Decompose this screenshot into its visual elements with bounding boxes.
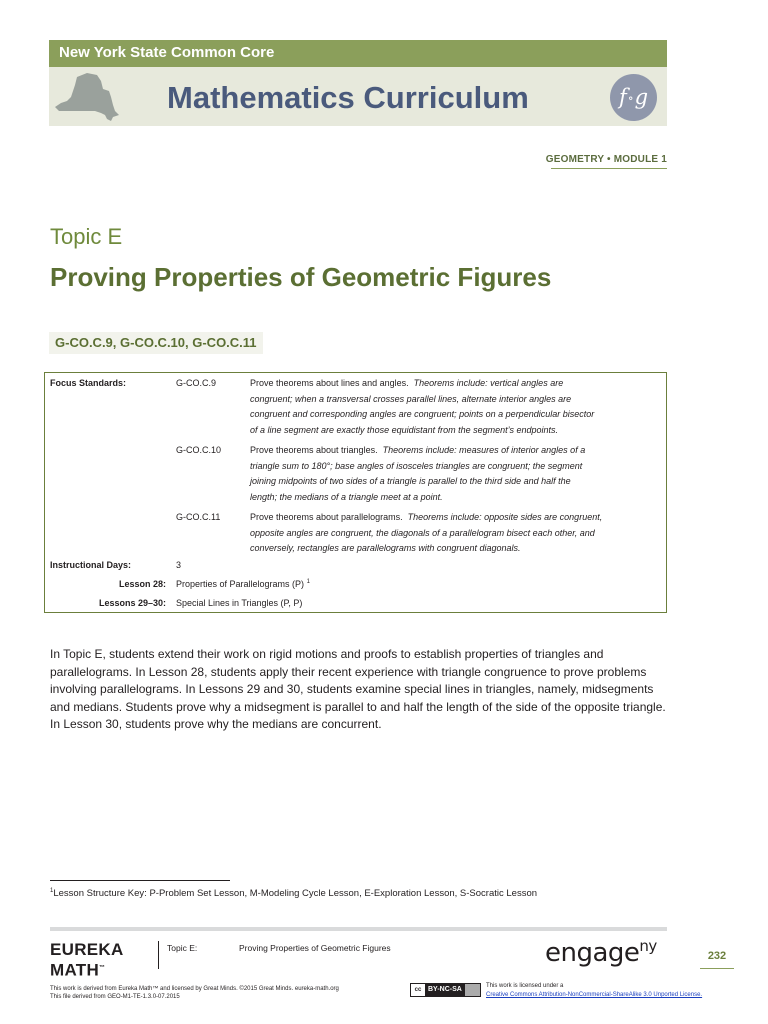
logo-f: f xyxy=(618,85,627,109)
standard-lead: Prove theorems about parallelograms. xyxy=(250,512,403,522)
standard-lead: Prove theorems about triangles. xyxy=(250,445,378,455)
standard-lead: Prove theorems about lines and angles. xyxy=(250,378,409,388)
standard-theorems-intro: Theorems include: measures of interior angles of a xyxy=(382,445,586,455)
engageny-logo-word: engage xyxy=(545,938,640,968)
engageny-logo-ny: ny xyxy=(639,937,657,955)
topic-title: Proving Properties of Geometric Figures xyxy=(50,262,552,292)
footer-credit xyxy=(50,985,339,1001)
eureka-math-logo xyxy=(50,941,124,980)
standard-description xyxy=(250,510,645,557)
eureka-logo-line2 xyxy=(50,959,124,980)
standard-theorems-intro: Theorems include: vertical angles are xyxy=(413,378,564,388)
eureka-logo-line1: EUREKA xyxy=(50,940,124,959)
standard-line: opposite angles are congruent, the diagonals of a parallelogram bisect each other, and xyxy=(250,527,595,538)
standard-code: G-CO.C.10 xyxy=(176,445,222,455)
footer-bar xyxy=(50,927,667,931)
cc-badge-label: BY-NC-SA xyxy=(425,984,465,996)
lesson-label: Lessons 29–30: xyxy=(98,598,166,608)
lesson-title-text: Properties of Parallelograms (P) xyxy=(176,579,305,589)
standard-line: conversely, rectangles are parallelograms with congruent diagonals. xyxy=(250,543,521,553)
standard-line: joining midpoints of two sides of a triangle is parallel to the third side and half the xyxy=(250,476,571,486)
standard-line: congruent and corresponding angles are congruent; points on a perpendicular bisector xyxy=(250,409,595,419)
standard-line: congruent; when a transversal crosses parallel lines, alternate interior angles are xyxy=(250,393,572,404)
standard-first-line xyxy=(250,376,645,392)
footer-divider xyxy=(158,941,159,969)
creative-commons-badge-icon[interactable] xyxy=(410,983,481,997)
standard-line: length; the medians of a triangle meet at a point. xyxy=(250,491,443,502)
topic-label: Topic E xyxy=(50,224,123,249)
curriculum-banner xyxy=(49,40,667,126)
logo-g: g xyxy=(634,85,649,109)
standard-description xyxy=(250,376,645,438)
function-composition-logo-icon xyxy=(610,74,657,121)
focus-standards-label: Focus Standards: xyxy=(50,378,127,388)
lesson-title xyxy=(176,577,310,593)
footer-topic-label: Topic E: xyxy=(167,943,198,953)
standard-first-line xyxy=(250,510,645,526)
cc-icon: cc xyxy=(411,984,425,996)
eureka-logo-trademark: ™ xyxy=(99,965,106,971)
footnote-rule xyxy=(50,880,230,881)
module-rule xyxy=(551,168,667,169)
banner-top-strip xyxy=(49,40,667,67)
footer-topic-title: Proving Properties of Geometric Figures xyxy=(239,943,391,953)
footnote xyxy=(50,888,537,899)
license-notice xyxy=(486,982,702,1000)
standards-tag: G-CO.C.9, G-CO.C.10, G-CO.C.11 xyxy=(49,332,263,354)
lesson-footnote-ref: 1 xyxy=(306,579,310,585)
new-york-state-map-icon xyxy=(53,71,121,123)
footnote-text: Lesson Structure Key: P-Problem Set Lesson, M-Modeling Cycle Lesson, E-Exploration Lesson, S-Socratic Lesson xyxy=(53,888,538,899)
page-number: 232 xyxy=(707,950,727,962)
focus-standards-table xyxy=(44,372,667,613)
banner-subtitle: New York State Common Core xyxy=(59,44,275,61)
lesson-label: Lesson 28: xyxy=(118,579,166,589)
standard-line: of a line segment are exactly those equidistant from the segment’s endpoints. xyxy=(250,424,559,435)
standard-line: triangle sum to 180°; base angles of isosceles triangles are congruent; the segment xyxy=(250,460,583,471)
topic-intro-paragraph: In Topic E, students extend their work on rigid motions and proofs to establish properties of triangles and parallelograms. In Lesson 28, students apply their recent experience with triangle congruence to prove problems involving parallelograms. In Lessons 29 and 30, students examine special lines in triangles, namely, midsegments and medians. Students prove why a midsegment is parallel to and half the length of the side of the opposite triangle. In Lesson 30, students prove why the medians are concurrent. xyxy=(50,647,666,731)
logo-compose-symbol: ∘ xyxy=(627,91,634,105)
curriculum-title: Mathematics Curriculum xyxy=(167,80,529,115)
credit-line: This work is derived from Eureka Math™ and licensed by Great Minds. ©2015 Great Minds. eureka-math.org xyxy=(50,986,339,992)
footnote-number: 1 xyxy=(50,887,54,894)
instructional-days-value: 3 xyxy=(176,560,182,570)
eureka-logo-math: MATH xyxy=(50,960,100,980)
engageny-logo xyxy=(545,938,657,968)
standard-code: G-CO.C.9 xyxy=(176,378,217,388)
license-link[interactable]: Creative Commons Attribution-NonCommercial-ShareAlike 3.0 Unported License. xyxy=(486,992,703,998)
license-intro: This work is licensed under a xyxy=(486,983,564,989)
module-label: GEOMETRY • MODULE 1 xyxy=(545,154,667,165)
standard-theorems-intro: Theorems include: opposite sides are congruent, xyxy=(407,512,603,522)
standard-description xyxy=(250,443,645,505)
lesson-title: Special Lines in Triangles (P, P) xyxy=(176,598,303,608)
page-number-rule xyxy=(700,968,734,969)
credit-line: This file derived from GEO-M1-TE-1.3.0-07.2015 xyxy=(50,994,180,1000)
standard-first-line xyxy=(250,443,645,459)
standard-code: G-CO.C.11 xyxy=(176,512,221,522)
instructional-days-label: Instructional Days: xyxy=(50,560,132,570)
